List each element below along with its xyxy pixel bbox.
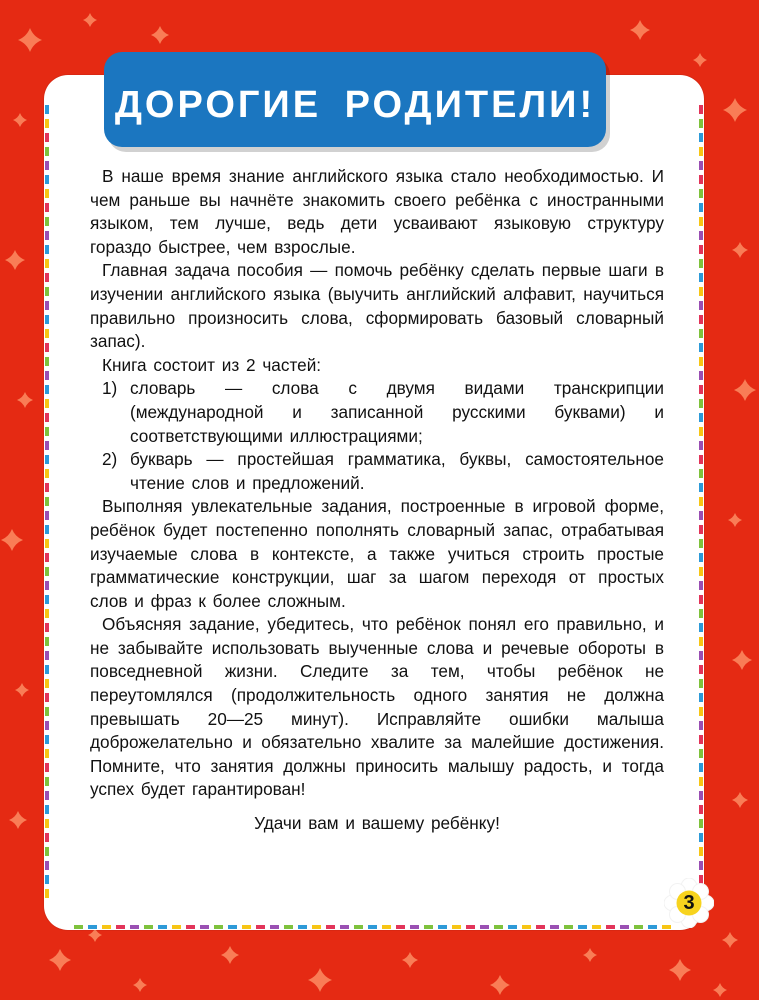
sparkle-icon [734,379,756,401]
sparkle-icon [693,53,707,67]
sparkle-icon [728,513,742,527]
sparkle-icon [732,792,748,808]
list-item [90,448,664,495]
list-item-text: словарь — слова с двумя видами транскрипции (международной и записанной русскими буквами) и соответствующими иллюстрациями; [130,378,664,446]
sparkle-icon [583,948,597,962]
sparkle-icon [9,811,27,829]
sparkle-icon [17,392,33,408]
list-item-text: букварь — простейшая грамматика, буквы, самостоятельное чтение слов и предложений. [130,449,664,493]
sparkle-icon [83,13,97,27]
sparkle-icon [1,529,23,551]
sparkle-icon [15,683,29,697]
list-item [90,377,664,448]
sparkle-icon [13,113,27,127]
page-number-badge [664,878,714,928]
list-item-number: 1) [102,378,118,399]
paragraph-structure: Книга состоит из 2 частей: [102,354,322,375]
title-banner [104,52,606,147]
sparkle-icon [630,20,650,40]
paragraph-method: Выполняя увлекательные задания, построенные в игровой форме, ребёнок будет постепенно пополнять словарный запас, отрабатывая изучаемые слова в контексте, а также учиться строить простые грамматические конструкции, шаг за шагом переходя от простых слов и фраз к более сложным. [90,496,664,611]
page-number: 3 [683,891,695,914]
sparkle-icon [151,26,169,44]
sparkle-icon [5,250,25,270]
sparkle-icon [669,959,691,981]
sparkle-icon [723,98,747,122]
sparkle-icon [732,650,752,670]
page-title: ДОРОГИЕ РОДИТЕЛИ! [114,84,596,126]
sparkle-icon [308,968,332,992]
sparkle-icon [49,949,71,971]
list-item-number: 2) [102,449,118,470]
paragraph-advice: Объясняя задание, убедитесь, что ребёнок понял его правильно, и не забывайте использовать выученные слова и речевые обороты в повседневной жизни. Следите за тем, чтобы ребёнок не переутомлялся (продолжительность одного занятия не должна превышать 20—25 минут). Исправляйте ошибки малыша доброжелательно и обязательно хвалите за малейшие достижения. Помните, что занятия должны приносить малышу радость, и тогда успех будет гарантирован! [90,614,664,800]
letter-body [90,165,664,836]
parts-list [90,377,664,495]
dashed-border-right [699,105,703,900]
sparkle-icon [732,242,748,258]
sparkle-icon [402,952,418,968]
sparkle-icon [133,978,147,992]
sparkle-icon [18,28,42,52]
sparkle-icon [713,983,727,997]
sparkle-icon [88,928,102,942]
sparkle-icon [490,975,510,995]
paragraph-goal: Главная задача пособия — помочь ребёнку сделать первые шаги в изучении английского языка (выучить английский алфавит, научиться правильно произносить слова, сформировать базовый словарный запас). [90,260,664,352]
sparkle-icon [722,932,738,948]
dashed-border-bottom [74,925,674,929]
closing-line: Удачи вам и вашему ребёнку! [254,813,500,834]
dashed-border-left [45,105,49,900]
sparkle-icon [221,946,239,964]
paragraph-intro: В наше время знание английского языка стало необходимостью. И чем раньше вы начнёте знакомить своего ребёнка с иностранными языком, тем лучше, ведь дети усваивают языковую структуру гораздо быстрее, чем взрослые. [90,166,664,257]
